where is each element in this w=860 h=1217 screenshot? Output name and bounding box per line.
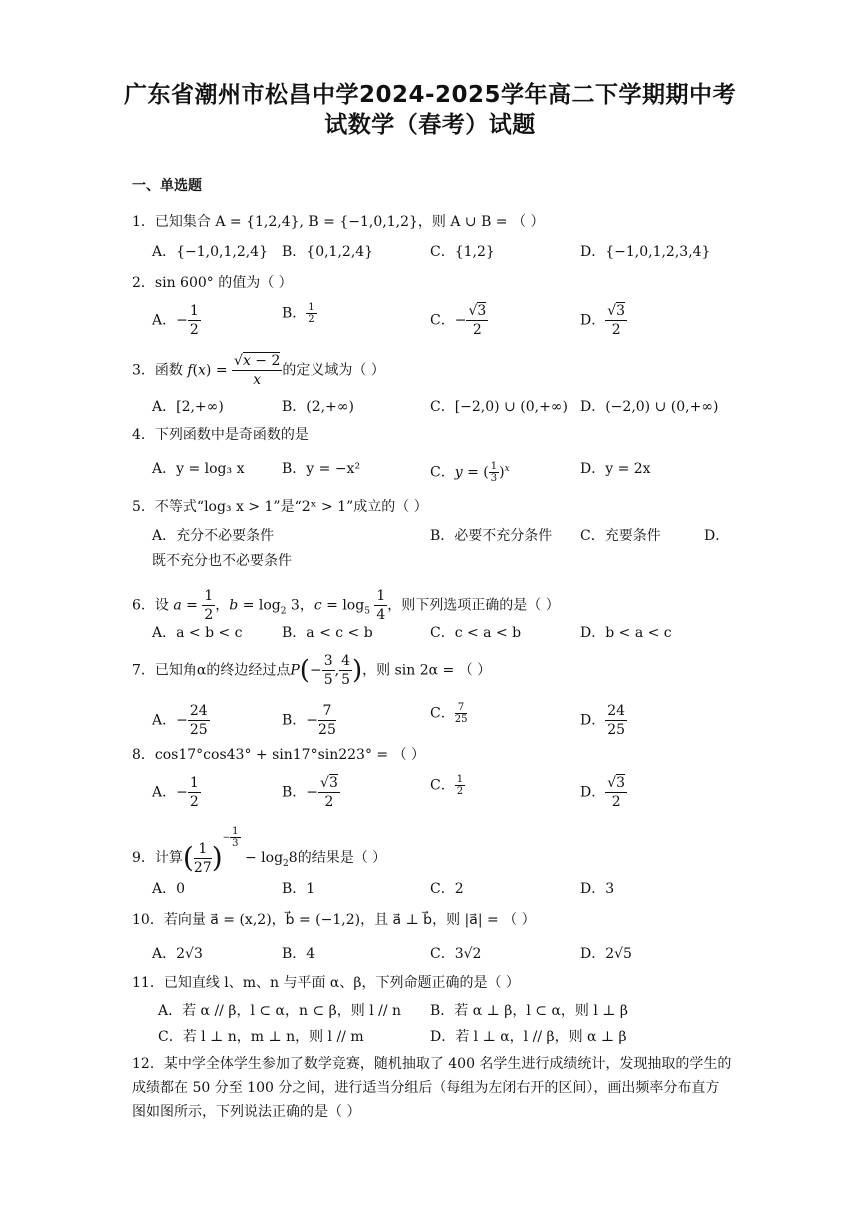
question-2-option-b: B． $\frac{1}{2}$ [282,302,315,325]
question-3-option-d: D．(−2,0) ∪ (0,+∞) [580,399,719,415]
question-2-option-a: A．− $\frac{1}{2}$ [152,303,199,338]
exam-title-line1: 广东省潮州市松昌中学2024-2025学年高二下学期期中考 [123,82,737,108]
question-9-stem: 9．计算( $\frac{1}{27}$ )$^{- \frac{1}{3}}$ − $\log_28$的结果是（ ） [132,826,387,876]
question-1-option-c: C．{1,2} [430,244,495,260]
question-3-stem: 3．函数 f(x) = $\frac{√x - 2}{x}$ 的定义域为（ ） [132,353,385,388]
question-10-option-b: B．4 [282,946,316,962]
question-11-option-a: A．若 α // β，l ⊂ α，n ⊂ β，则 l // n [158,1003,402,1019]
question-5-option-d-text: 既不充分也不必要条件 [152,553,292,569]
question-10-option-d: D．2√5 [580,946,632,962]
question-5-option-d: D． [704,528,730,544]
question-4-stem: 4．下列函数中是奇函数的是 [132,427,309,443]
question-8-option-b: B．− $\frac{√3}{2}$ [282,775,338,810]
question-8-option-a: A．− $\frac{1}{2}$ [152,775,199,810]
section-heading: 一、单选题 [132,178,202,194]
question-10-option-c: C．3√2 [430,946,482,962]
question-3-option-b: B．(2,+∞) [282,399,354,415]
question-7-option-a: A．− $\frac{24}{25}$ [152,703,208,738]
question-1-option-a: A．{−1,0,1,2,4} [152,244,268,260]
question-12-stem: 12．某中学全体学生参加了数学竞赛，随机抽取了 400 名学生进行成绩统计，发现抽取的学生的成绩都在 50 分至 100 分之间，进行适当分组后（每组为左闭右开的区间），画出频率分布直方图如图所示，下列说法正确的是（ ） [132,1056,732,1120]
question-2-stem: 2．sin 600° 的值为（ ） [132,275,293,291]
question-6-stem: 6．设 a = $\frac{1}{2}$ ，$b = \log_2 3$，$c = \log_5$ $\frac{1}{4}$ ，则下列选项正确的是（ ） [132,588,560,623]
question-2-option-c: C．− $\frac{√3}{2}$ [430,303,487,338]
question-7-option-b: B．− $\frac{7}{25}$ [282,703,336,738]
question-11-option-b: B．若 α ⊥ β，l ⊂ α，则 l ⊥ β [430,1003,629,1019]
question-10-stem: 10．若向量 a⃗ = (x,2)，b⃗ = (−1,2)，且 a⃗ ⊥ b⃗，则 |a⃗| = （ ） [132,912,536,928]
question-9-option-a: A．0 [152,881,186,897]
question-10-option-a: A．2√3 [152,946,203,962]
question-7-stem: 7．已知角α的终边经过点P(− $\frac{3}{5}$ , $\frac{4}{5}$ )，则 sin 2α = （ ） [132,653,492,688]
question-3-option-a: A．[2,+∞) [152,399,224,415]
question-9-option-c: C．2 [430,881,464,897]
question-4-option-c: C．y = ( $\frac{1}{3}$ )$^x$ [430,461,510,485]
question-6-option-a: A．a < b < c [152,625,243,641]
question-7-option-c: C． $\frac{7}{25}$ [430,702,468,725]
question-8-option-d: D． $\frac{√3}{2}$ [580,775,626,810]
question-9-option-b: B．1 [282,881,316,897]
question-6-option-c: C．c < a < b [430,625,522,641]
question-8-stem: 8．cos17°cos43° + sin17°sin223° = （ ） [132,747,426,763]
question-2-option-d: D． $\frac{√3}{2}$ [580,303,626,338]
question-5-option-c: C．充要条件 [580,528,661,544]
question-11-stem: 11．已知直线 l、m、n 与平面 α、β，下列命题正确的是（ ） [132,975,520,991]
question-1-stem: 1．已知集合 A = {1,2,4}, B = {−1,0,1,2}，则 A ∪ B = （ ） [132,214,545,230]
question-5-option-a: A．充分不必要条件 [152,528,275,544]
question-6-option-b: B．a < c < b [282,625,373,641]
question-5-option-b: B．必要不充分条件 [430,528,553,544]
question-4-option-d: D．y = 2x [580,461,651,477]
question-4-option-b: B．y = −x² [282,461,361,477]
question-6-option-d: D．b < a < c [580,625,672,641]
question-9-option-d: D．3 [580,881,615,897]
question-8-option-c: C． $\frac{1}{2}$ [430,774,464,797]
exam-title-line2: 试数学（春考）试题 [324,112,536,138]
question-5-stem: 5．不等式“log₃ x > 1”是“2ˣ > 1”成立的（ ） [132,499,428,515]
question-11-option-d: D．若 l ⊥ α，l // β，则 α ⊥ β [430,1029,627,1045]
question-3-option-c: C．[−2,0) ∪ (0,+∞) [430,399,568,415]
question-11-option-c: C．若 l ⊥ n，m ⊥ n，则 l // m [158,1029,364,1045]
question-1-option-d: D．{−1,0,1,2,3,4} [580,244,711,260]
question-4-option-a: A．y = log₃ x [152,461,245,477]
question-1-option-b: B．{0,1,2,4} [282,244,374,260]
question-7-option-d: D． $\frac{24}{25}$ [580,703,626,738]
